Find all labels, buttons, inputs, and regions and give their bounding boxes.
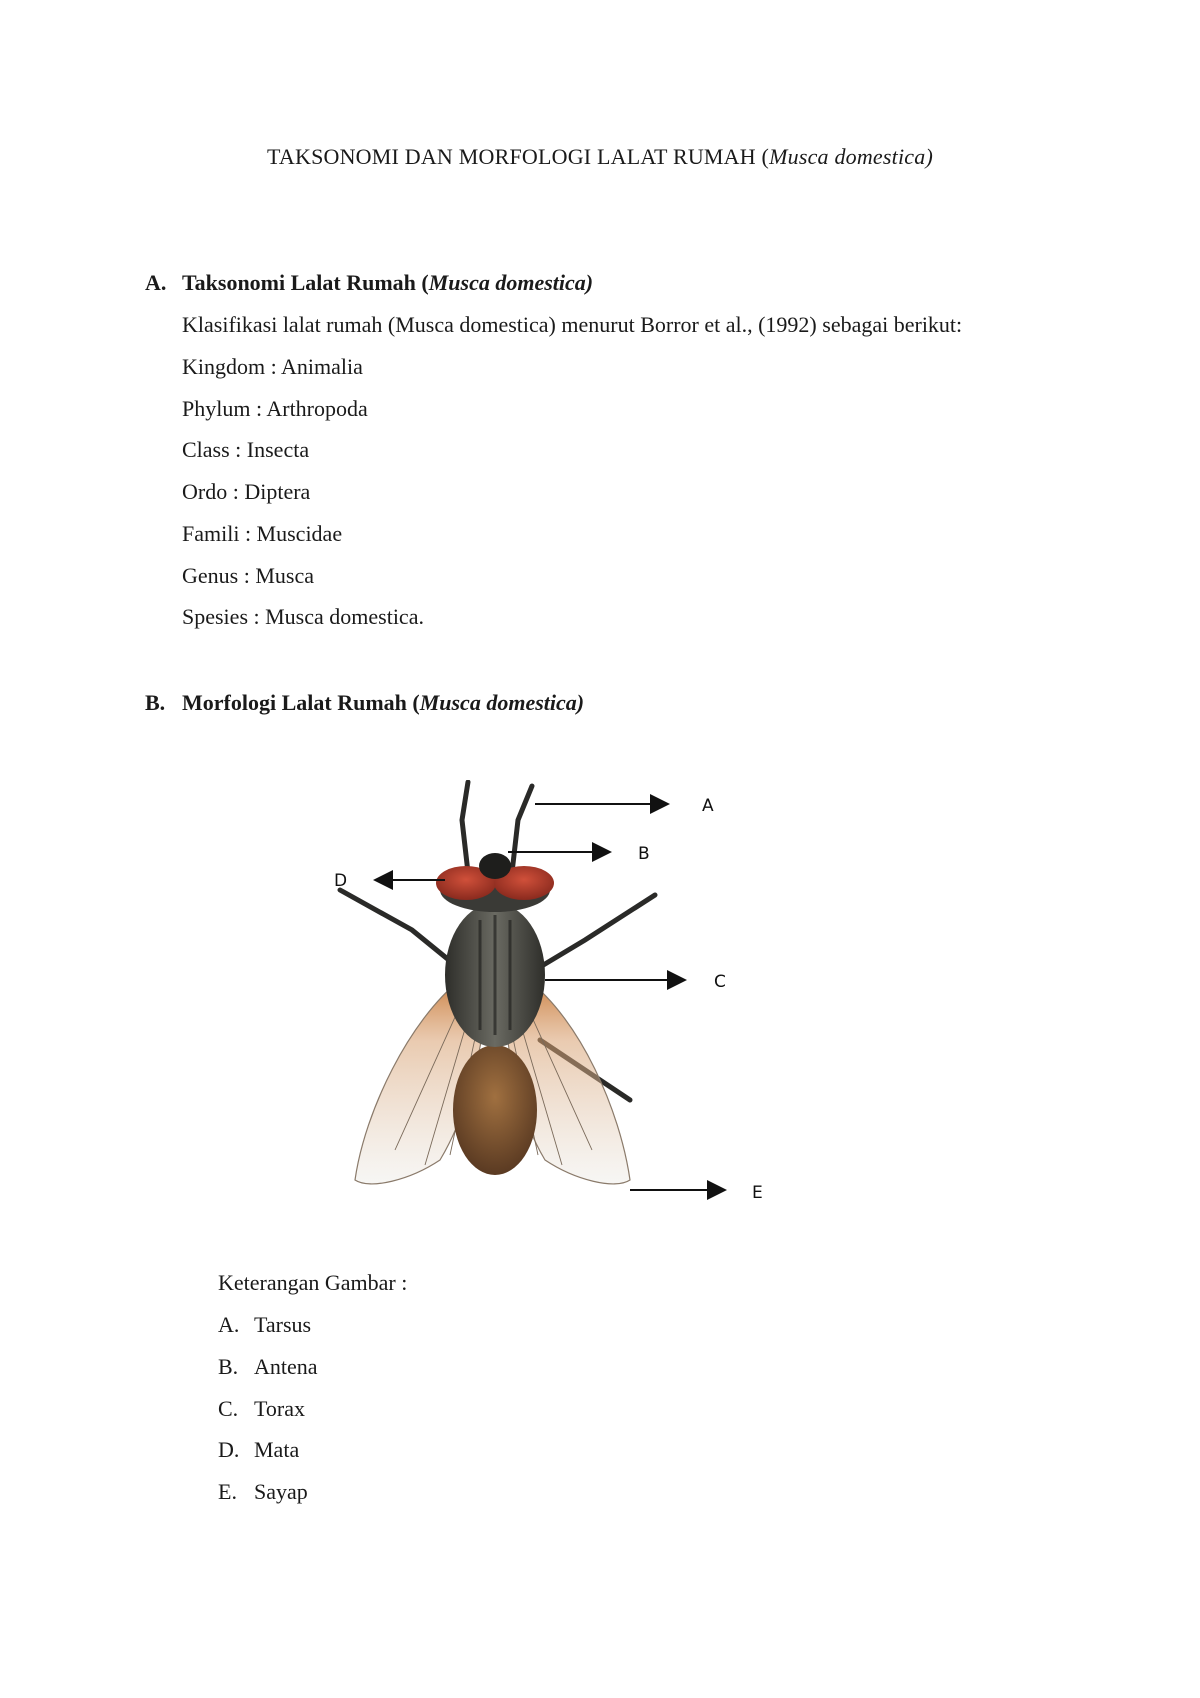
legend-item-c — [218, 1396, 305, 1422]
section-b-title: Morfologi Lalat Rumah ( — [182, 690, 420, 715]
section-a-letter: A. — [145, 270, 167, 295]
figure-label-a: A — [702, 796, 714, 816]
legend-text: Tarsus — [254, 1312, 312, 1337]
legend-text: Antena — [254, 1354, 318, 1379]
fly-illustration — [300, 780, 860, 1250]
taxonomy-spesies: Spesies : Musca domestica. — [182, 604, 424, 629]
taxonomy-ordo: Ordo : Diptera — [182, 479, 311, 504]
legend-letter: E. — [218, 1479, 237, 1504]
figure-label-e: E — [752, 1183, 763, 1203]
fly-morphology-figure — [300, 780, 860, 1250]
page-title-italic: Musca domestica) — [769, 144, 933, 169]
section-b-letter: B. — [145, 690, 166, 715]
legend-letter: A. — [218, 1312, 240, 1337]
antenna-base — [479, 853, 511, 879]
middle-leg-left — [340, 890, 455, 965]
figure-label-c: C — [714, 972, 726, 992]
section-a-title-italic: Musca domestica) — [428, 270, 594, 295]
taxonomy-phylum: Phylum : Arthropoda — [182, 396, 368, 421]
legend-item-e — [218, 1479, 308, 1505]
taxonomy-genus: Genus : Musca — [182, 563, 314, 588]
legend-item-d — [218, 1437, 299, 1463]
legend-text: Torax — [254, 1396, 305, 1421]
legend-item-a — [218, 1312, 311, 1338]
section-a-heading — [145, 270, 593, 296]
legend-caption: Keterangan Gambar : — [218, 1270, 408, 1295]
figure-label-b: B — [638, 844, 650, 864]
page-title — [0, 144, 1200, 170]
taxonomy-intro: Klasifikasi lalat rumah (Musca domestica) menurut Borror et al., (1992) sebagai berikut: — [182, 312, 963, 337]
legend-letter: D. — [218, 1437, 240, 1462]
middle-leg-right — [535, 895, 655, 970]
legend-item-b — [218, 1354, 318, 1380]
section-b-title-italic: Musca domestica) — [419, 690, 585, 715]
legend-text: Mata — [254, 1437, 300, 1462]
taxonomy-famili: Famili : Muscidae — [182, 521, 343, 546]
legend-letter: C. — [218, 1396, 239, 1421]
taxonomy-kingdom: Kingdom : Animalia — [182, 354, 363, 379]
legend-text: Sayap — [254, 1479, 308, 1504]
section-b-heading — [145, 690, 584, 716]
taxonomy-class: Class : Insecta — [182, 437, 310, 462]
section-a-title: Taksonomi Lalat Rumah ( — [182, 270, 429, 295]
page-title-text: TAKSONOMI DAN MORFOLOGI LALAT RUMAH ( — [267, 144, 770, 169]
legend-letter: B. — [218, 1354, 239, 1379]
figure-label-d: D — [334, 871, 348, 891]
abdomen — [453, 1045, 537, 1175]
